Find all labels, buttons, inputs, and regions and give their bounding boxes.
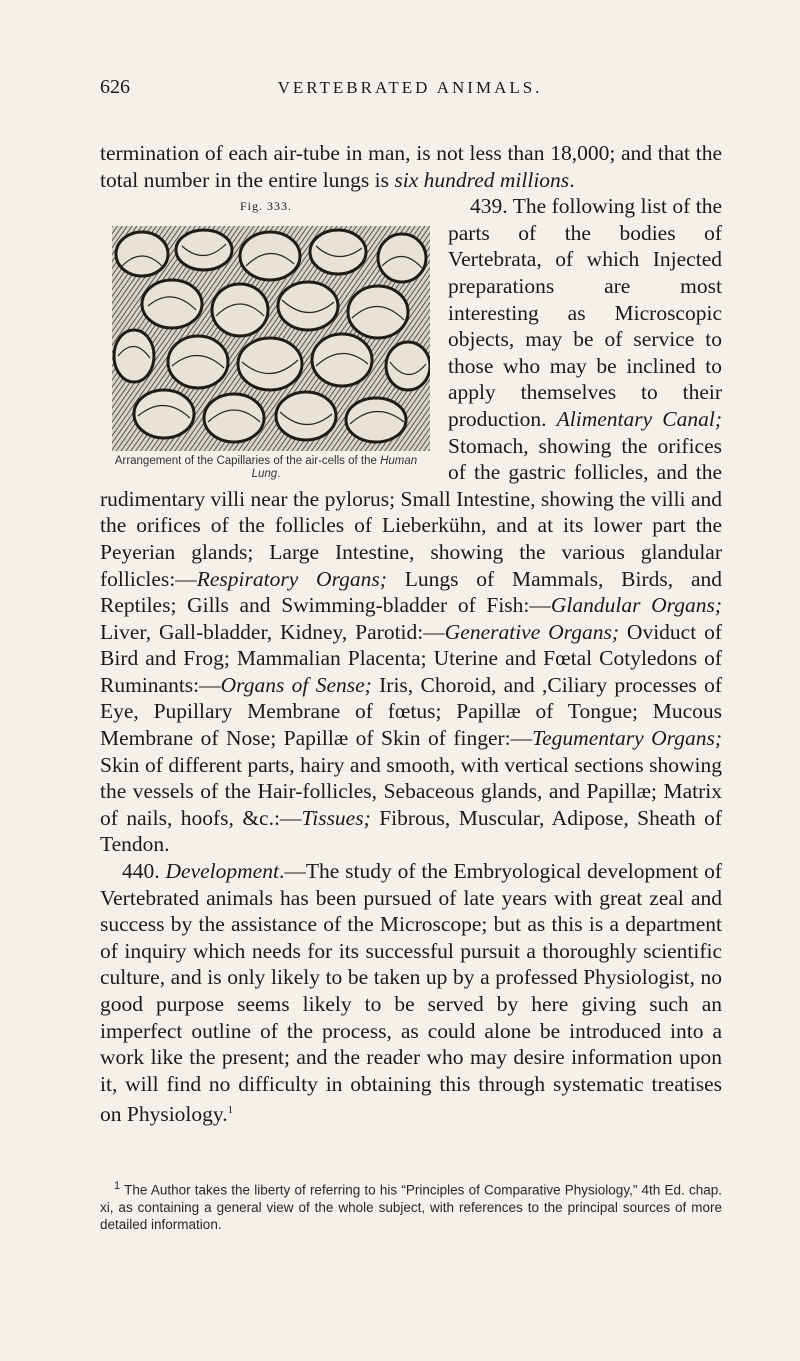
intro-paragraph: termination of each air-tube in man, is not less than 18,000; and that the total number in the entire lungs is six hundred millions. xyxy=(100,141,722,192)
running-title: VERTEBRATED ANIMALS. xyxy=(277,78,543,97)
figure-333 xyxy=(100,193,432,481)
page-number: 626 xyxy=(100,76,130,98)
footnote-mark: 1 xyxy=(114,1180,121,1192)
capillary-network-illustration xyxy=(112,226,430,451)
main-text xyxy=(100,140,722,1128)
figure-label: Fig. 333. xyxy=(239,199,292,214)
footnote: $^1$ The Author takes the liberty of referring to his “Principles of Comparative Physiology,” 4th Ed. chap. xi, as containing a general view of the whole subject, with references to the principal sources of more detailed information. xyxy=(100,1180,722,1232)
footnote-reference: 1 xyxy=(227,1104,234,1117)
paragraph-439: 439. The following list of the parts of the bodies of Vertebrata, of which Injected preparations are most interesting as Microscopic objects, may be of service to those who may be inclined to apply themselves to their production. Alimentary Canal; Stomach, showing the orifices of the gastric follicles, and the rudimentary villi near the pylorus; Small Intestine, showing the villi and the orifices of the follicles of Lieberkühn, and at its lower part the Peyerian glands; Large Intestine, showing the various glandular follicles:—Respiratory Organs; Lungs of Mammals, Birds, and Reptiles; Gills and Swimming-bladder of Fish:—Glandular Organs; Liver, Gall-bladder, Kidney, Parotid:—Generative Organs; Oviduct of Bird and Frog; Mammalian Placenta; Uterine and Fœtal Cotyledons of Ruminants:—Organs of Sense; Iris, Choroid, and ,Ciliary processes of Eye, Pupillary Membrane of fœtus; Papillæ of Tongue; Mucous Membrane of Nose; Papillæ of Skin of finger:—Tegumentary Organs; Skin of different parts, hairy and smooth, with vertical sections showing the vessels of the Hair-follicles, Sebaceous glands, and Papillæ; Matrix of nails, hoofs, &c.:—Tissues; Fibrous, Muscular, Adipose, Sheath of Tendon. xyxy=(100,194,723,857)
paragraph-440: 440. Development.—The study of the Embryological development of Vertebrated animals has been pursued of late years with great zeal and success by the assistance of the Microscope; but as this is a department of inquiry which needs for its successful pursuit a thoroughly scientific culture, and is only likely to be taken up by a professed Physiologist, no good purpose seems likely to be served by here giving such an imperfect outline of the process, as could alone be introduced into a work like the present; and the reader who may desire information upon it, will find no difficulty in obtaining this through systematic treatises on Physiology.$^1$ xyxy=(100,859,723,1127)
figure-caption: Arrangement of the Capillaries of the air-cells of the Human Lung. xyxy=(114,454,418,480)
page-header xyxy=(100,76,720,106)
